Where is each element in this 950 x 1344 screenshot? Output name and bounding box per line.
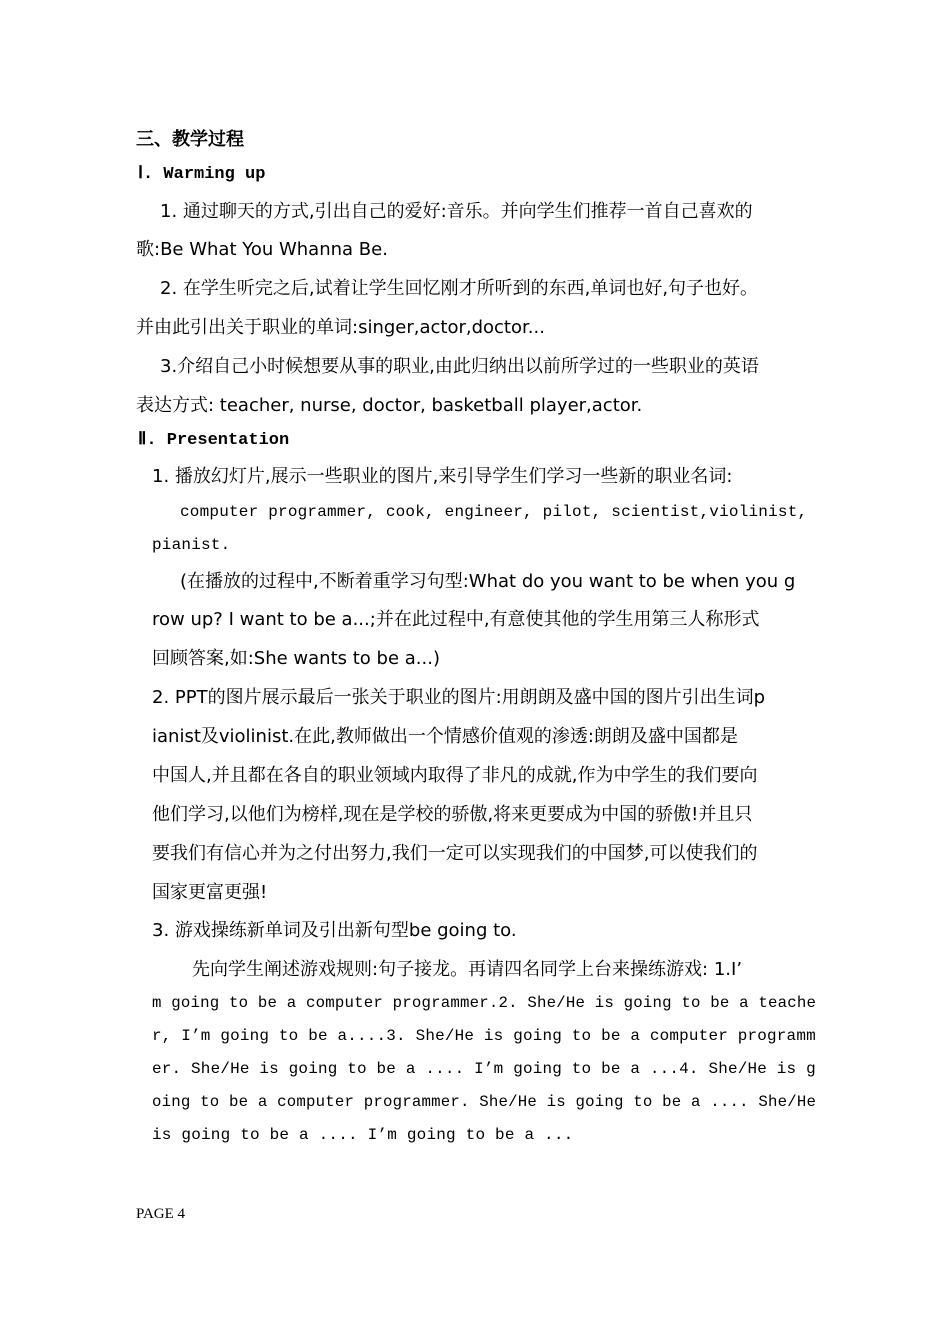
presentation-line: 要我们有信心并为之付出努力,我们一定可以实现我们的中国梦,可以使我们的 [152,843,758,864]
warming-up-heading: Ⅰ. Warming up [138,165,266,184]
presentation-line: m going to be a computer programmer.2. She/He is going to be a teache [152,994,817,1012]
warming-up-line: 1. 通过聊天的方式,引出自己的爱好:音乐。并向学生们推荐一首自己喜欢的 [160,201,753,222]
presentation-line: 他们学习,以他们为榜样,现在是学校的骄傲,将来更要成为中国的骄傲!并且只 [152,804,753,825]
warming-up-line: 表达方式: teacher, nurse, doctor, basketball player,actor. [136,395,643,416]
presentation-line: computer programmer, cook, engineer, pilot, scientist,violinist, [180,503,808,521]
presentation-line: 先向学生阐述游戏规则:句子接龙。再请四名同学上台来操练游戏: 1.I’ [192,959,743,980]
presentation-line: row up? I want to be a...;并在此过程中,有意使其他的学生用第三人称形式 [152,609,760,630]
presentation-line: (在播放的过程中,不断着重学习句型:What do you want to be when you g [180,571,796,592]
presentation-line: oing to be a computer programmer. She/He is going to be a .... She/He [152,1093,817,1111]
presentation-line: is going to be a .... I’m going to be a ... [152,1126,574,1144]
presentation-line: 中国人,并且都在各自的职业领域内取得了非凡的成就,作为中学生的我们要向 [152,765,758,786]
presentation-line: 3. 游戏操练新单词及引出新句型be going to. [152,920,517,941]
section-title: 三、教学过程 [136,129,244,150]
warming-up-line: 歌:Be What You Whanna Be. [136,239,388,260]
page-number: PAGE 4 [136,1206,186,1222]
presentation-line: 回顾答案,如:She wants to be a...) [152,648,440,669]
warming-up-line: 3.介绍自己小时候想要从事的职业,由此归纳出以前所学过的一些职业的英语 [160,356,759,377]
presentation-line: r, I’m going to be a....3. She/He is going to be a computer programm [152,1027,816,1045]
presentation-line: pianist. [152,536,231,554]
presentation-line: 国家更富更强! [152,882,268,903]
presentation-line: 2. PPT的图片展示最后一张关于职业的图片:用朗朗及盛中国的图片引出生词p [152,687,766,708]
presentation-line: 1. 播放幻灯片,展示一些职业的图片,来引导学生们学习一些新的职业名词: [152,466,733,487]
warming-up-line: 2. 在学生听完之后,试着让学生回忆刚才所听到的东西,单词也好,句子也好。 [160,278,759,299]
presentation-line: ianist及violinist.在此,教师做出一个情感价值观的渗透:朗朗及盛中国都是 [152,726,738,747]
warming-up-line: 并由此引出关于职业的单词:singer,actor,doctor... [136,317,545,338]
presentation-line: er. She/He is going to be a .... I’m going to be a ...4. She/He is g [152,1060,816,1078]
presentation-heading: Ⅱ. Presentation [138,431,290,450]
